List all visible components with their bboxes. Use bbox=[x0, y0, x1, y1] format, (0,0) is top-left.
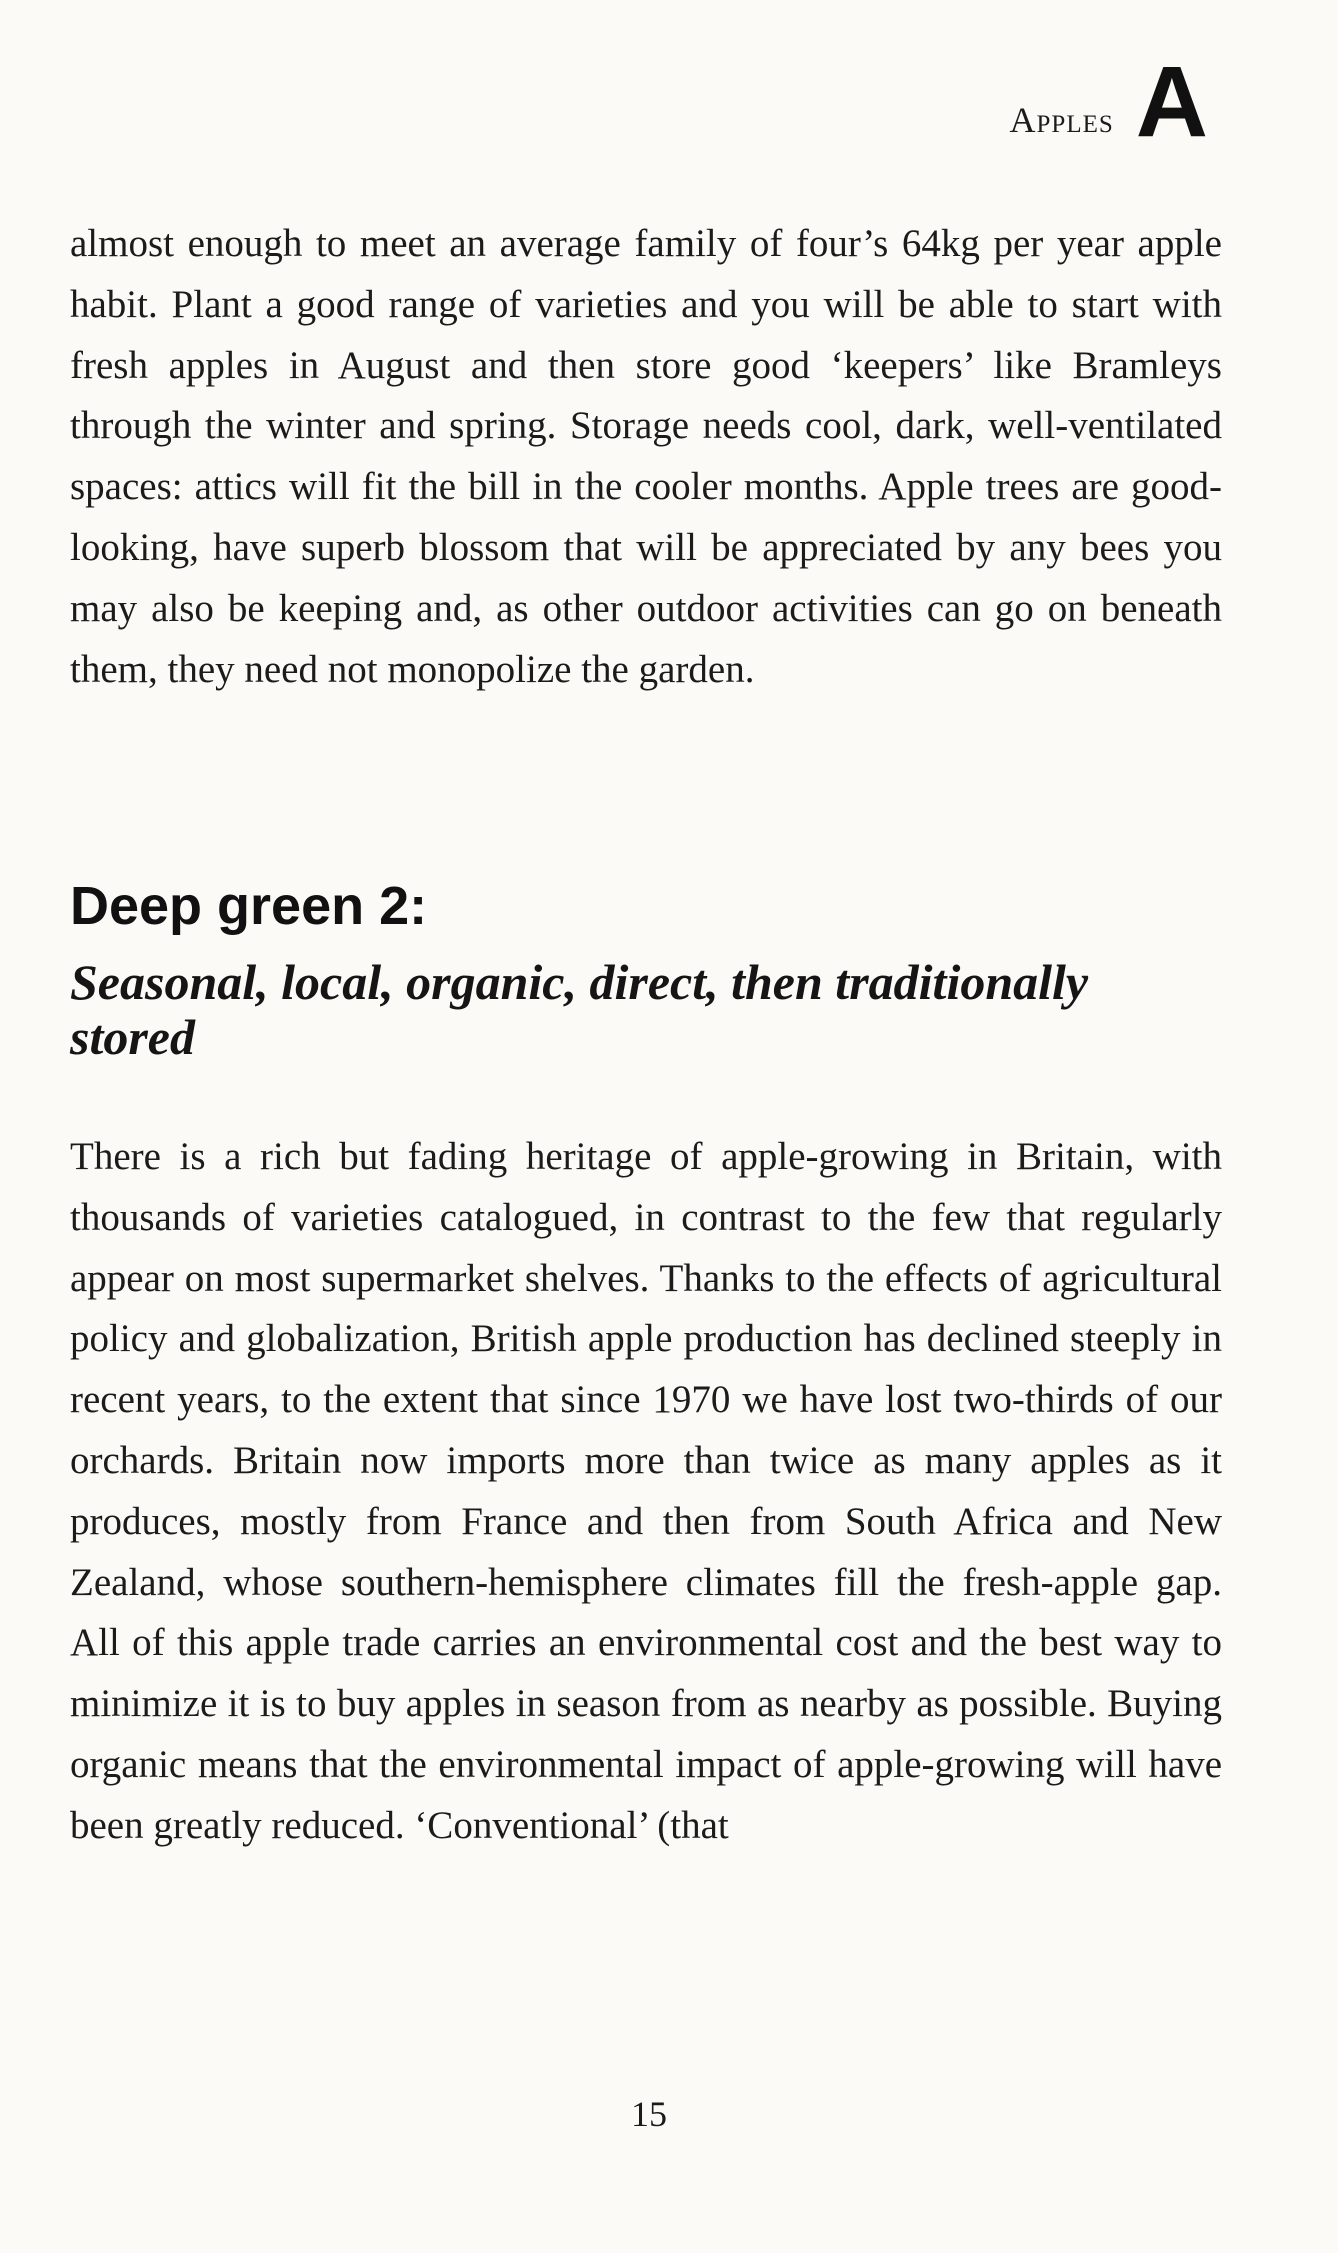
body-paragraph: There is a rich but fading heritage of apple-growing in Britain, with thousands of varieties catalogued, in contrast to the few that regularly appear on most supermarket shelves. Thanks to the effects of agricultural policy and globalization, British apple production has declined steeply in recent years, to the extent that since 1970 we have lost two-thirds of our orchards. Britain now imports more than twice as many apples as it produces, mostly from France and then from South Africa and New Zealand, whose southern-hemisphere climates fill the fresh-apple gap. All of this apple trade carries an environmental cost and the best way to minimize it is to buy apples in season from as nearby as possible. Buying organic means that the environmental impact of apple-growing will have been greatly reduced. ‘Conventional’ (that bbox=[70, 1135, 1222, 1847]
body-paragraph: almost enough to meet an average family of four’s 64kg per year apple habit. Plant a good range of varieties and you will be able to start with fresh apples in August and then store good ‘keepers’ like Bramleys through the winter and spring. Storage needs cool, dark, well-ventilated spaces: attics will fit the bill in the cooler months. Apple trees are good-looking, have superb blossom that will be appreciated by any bees you may also be keeping and, as other outdoor activities can go on beneath them, they need not monopolize the garden. bbox=[70, 222, 1222, 691]
section-heading: Deep green 2: bbox=[70, 876, 428, 936]
running-head-title: Apples bbox=[1009, 100, 1114, 140]
running-head bbox=[1009, 46, 1208, 158]
section-letter: A bbox=[1135, 46, 1208, 158]
page-number: 15 bbox=[631, 2094, 667, 2134]
section-subheading: Seasonal, local, organic, direct, then traditionally stored bbox=[70, 954, 1089, 1065]
